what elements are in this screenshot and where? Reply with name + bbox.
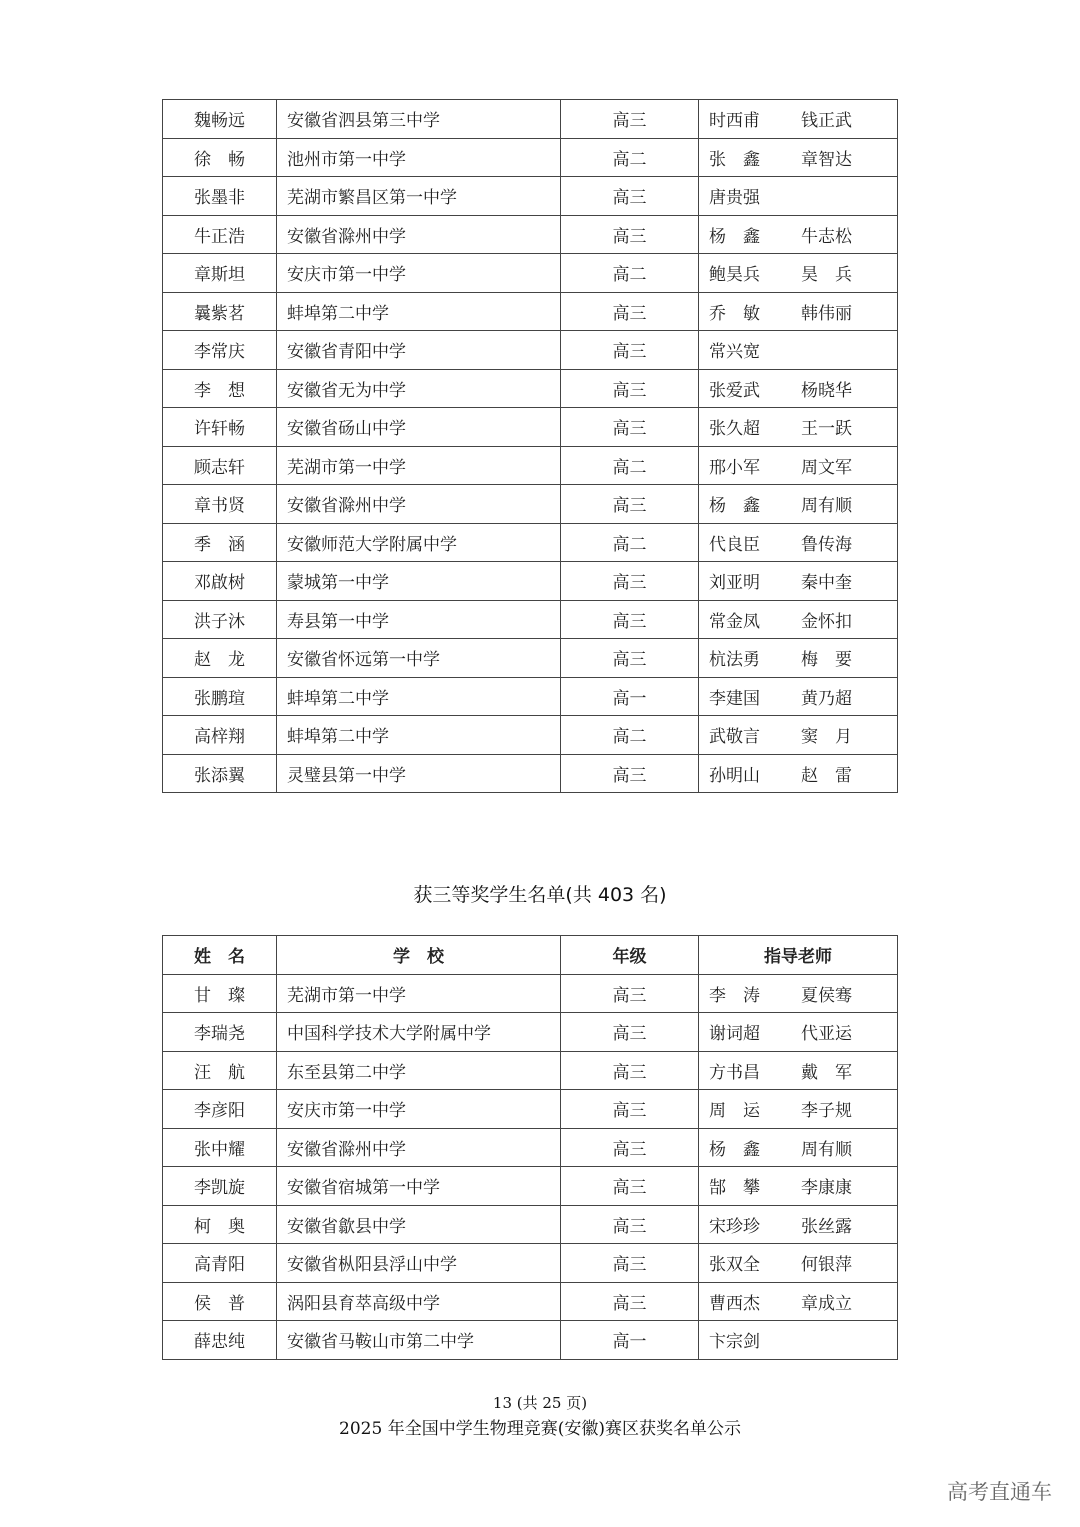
- teacher-2: 赵 雷: [801, 765, 852, 786]
- school-name: 安徽省滁州中学: [277, 1128, 561, 1167]
- teacher-2: 金怀扣: [801, 611, 852, 632]
- teacher-1: 武敬言: [709, 727, 760, 748]
- school-name: 安徽省马鞍山市第二中学: [277, 1321, 561, 1360]
- school-name: 安庆市第一中学: [277, 254, 561, 293]
- grade: 高三: [561, 1282, 699, 1321]
- table-row: [163, 1167, 898, 1206]
- table-row: [163, 1090, 898, 1129]
- student-name: 李常庆: [163, 331, 277, 370]
- teacher-1: 乔 敏: [709, 303, 760, 324]
- teachers: [699, 562, 898, 601]
- table-row: [163, 1128, 898, 1167]
- student-name: 邓啟树: [163, 562, 277, 601]
- grade: 高三: [561, 1205, 699, 1244]
- teacher-1: 张久超: [709, 419, 760, 440]
- teachers: [699, 138, 898, 177]
- grade: 高三: [561, 639, 699, 678]
- teachers: [699, 600, 898, 639]
- school-name: 安徽省滁州中学: [277, 485, 561, 524]
- school-name: 蚌埠第二中学: [277, 292, 561, 331]
- grade: 高三: [561, 754, 699, 793]
- teacher-1: 杭法勇: [709, 650, 760, 671]
- header-teachers: 指导老师: [699, 936, 898, 975]
- teacher-2: 戴 军: [801, 1062, 852, 1083]
- teacher-2: 秦中奎: [801, 573, 852, 594]
- school-name: 东至县第二中学: [277, 1051, 561, 1090]
- teacher-2: 窦 月: [801, 727, 852, 748]
- table-row: [163, 292, 898, 331]
- student-name: 赵 龙: [163, 639, 277, 678]
- table-row: [163, 408, 898, 447]
- table-row: [163, 100, 898, 139]
- watermark: 高考直通车: [947, 1480, 1052, 1504]
- school-name: 安徽省怀远第一中学: [277, 639, 561, 678]
- teacher-2: 张丝露: [801, 1216, 852, 1237]
- teachers: [699, 639, 898, 678]
- grade: 高三: [561, 1090, 699, 1129]
- student-name: 曩紫茗: [163, 292, 277, 331]
- teachers: [699, 1013, 898, 1052]
- teacher-2: 杨晓华: [801, 380, 852, 401]
- teacher-1: 常金凤: [709, 611, 760, 632]
- teachers: [699, 331, 898, 370]
- teacher-1: 常兴宽: [709, 342, 760, 363]
- teachers: [699, 292, 898, 331]
- teachers: [699, 485, 898, 524]
- grade: 高一: [561, 677, 699, 716]
- grade: 高三: [561, 331, 699, 370]
- table-row: [163, 331, 898, 370]
- teachers: [699, 1051, 898, 1090]
- teacher-1: 李 涛: [709, 985, 760, 1006]
- grade: 高二: [561, 138, 699, 177]
- grade: 高三: [561, 1128, 699, 1167]
- teachers: [699, 1090, 898, 1129]
- school-name: 中国科学技术大学附属中学: [277, 1013, 561, 1052]
- teachers: [699, 677, 898, 716]
- teacher-2: 章智达: [801, 149, 852, 170]
- document-footer-title: 2025 年全国中学生物理竞赛(安徽)赛区获奖名单公示: [339, 1419, 741, 1439]
- teacher-2: 鲁传海: [801, 534, 852, 555]
- student-name: 魏畅远: [163, 100, 277, 139]
- teacher-1: 孙明山: [709, 765, 760, 786]
- table-row: [163, 1321, 898, 1360]
- third-prize-table: [162, 935, 898, 1360]
- student-name: 张添翼: [163, 754, 277, 793]
- grade: 高三: [561, 974, 699, 1013]
- teacher-1: 代良臣: [709, 534, 760, 555]
- table-row: [163, 369, 898, 408]
- table-row: [163, 1282, 898, 1321]
- school-name: 安庆市第一中学: [277, 1090, 561, 1129]
- student-name: 薛忠纯: [163, 1321, 277, 1360]
- grade: 高一: [561, 1321, 699, 1360]
- student-name: 顾志轩: [163, 446, 277, 485]
- grade: 高三: [561, 408, 699, 447]
- table-row: [163, 639, 898, 678]
- teachers: [699, 254, 898, 293]
- grade: 高三: [561, 485, 699, 524]
- student-name: 张鹏瑄: [163, 677, 277, 716]
- third-prize-section-title: 获三等奖学生名单(共 403 名): [413, 884, 667, 906]
- teacher-1: 张 鑫: [709, 149, 760, 170]
- grade: 高三: [561, 1244, 699, 1283]
- student-name: 张中耀: [163, 1128, 277, 1167]
- table-row: [163, 523, 898, 562]
- teacher-2: 王一跃: [801, 419, 852, 440]
- teacher-1: 鲍昊兵: [709, 265, 760, 286]
- teacher-1: 周 运: [709, 1101, 760, 1122]
- teacher-1: 唐贵强: [709, 188, 760, 209]
- grade: 高三: [561, 562, 699, 601]
- grade: 高三: [561, 100, 699, 139]
- teacher-1: 杨 鑫: [709, 496, 760, 517]
- student-name: 侯 普: [163, 1282, 277, 1321]
- student-name: 牛正浩: [163, 215, 277, 254]
- teachers: [699, 408, 898, 447]
- table-row: [163, 446, 898, 485]
- school-name: 安徽省青阳中学: [277, 331, 561, 370]
- header-grade: 年级: [561, 936, 699, 975]
- teacher-1: 张爱武: [709, 380, 760, 401]
- teacher-2: 韩伟丽: [801, 303, 852, 324]
- student-name: 柯 奥: [163, 1205, 277, 1244]
- table-row: [163, 1013, 898, 1052]
- grade: 高二: [561, 254, 699, 293]
- school-name: 安徽省歙县中学: [277, 1205, 561, 1244]
- table-header-row: [163, 936, 898, 975]
- teacher-2: 牛志松: [801, 226, 852, 247]
- student-name: 李彦阳: [163, 1090, 277, 1129]
- student-name: 季 涵: [163, 523, 277, 562]
- grade: 高三: [561, 177, 699, 216]
- student-name: 章斯坦: [163, 254, 277, 293]
- table-row: [163, 562, 898, 601]
- teachers: [699, 523, 898, 562]
- school-name: 池州市第一中学: [277, 138, 561, 177]
- teacher-1: 曹西杰: [709, 1293, 760, 1314]
- header-school: 学 校: [277, 936, 561, 975]
- school-name: 寿县第一中学: [277, 600, 561, 639]
- teachers: [699, 446, 898, 485]
- page-number: 13 (共 25 页): [492, 1394, 588, 1412]
- table-row: [163, 1244, 898, 1283]
- student-name: 章书贤: [163, 485, 277, 524]
- teachers: [699, 177, 898, 216]
- teacher-1: 谢词超: [709, 1024, 760, 1045]
- school-name: 芜湖市繁昌区第一中学: [277, 177, 561, 216]
- grade: 高三: [561, 369, 699, 408]
- teacher-2: 章成立: [801, 1293, 852, 1314]
- school-name: 芜湖市第一中学: [277, 446, 561, 485]
- grade: 高三: [561, 1051, 699, 1090]
- school-name: 安徽省砀山中学: [277, 408, 561, 447]
- teacher-2: 昊 兵: [801, 265, 852, 286]
- teacher-1: 时西甫: [709, 111, 760, 132]
- student-name: 洪子沐: [163, 600, 277, 639]
- table-row: [163, 138, 898, 177]
- teacher-1: 刘亚明: [709, 573, 760, 594]
- student-name: 汪 航: [163, 1051, 277, 1090]
- school-name: 芜湖市第一中学: [277, 974, 561, 1013]
- teacher-2: 钱正武: [801, 111, 852, 132]
- teachers: [699, 716, 898, 755]
- teacher-2: 何银萍: [801, 1255, 852, 1276]
- grade: 高二: [561, 716, 699, 755]
- school-name: 安徽省宿城第一中学: [277, 1167, 561, 1206]
- teacher-1: 张双全: [709, 1255, 760, 1276]
- school-name: 蒙城第一中学: [277, 562, 561, 601]
- teacher-2: 周文军: [801, 457, 852, 478]
- table-row: [163, 215, 898, 254]
- teacher-2: 周有顺: [801, 496, 852, 517]
- teacher-1: 邢小军: [709, 457, 760, 478]
- school-name: 灵璧县第一中学: [277, 754, 561, 793]
- school-name: 安徽省无为中学: [277, 369, 561, 408]
- grade: 高三: [561, 215, 699, 254]
- teacher-1: 郜 攀: [709, 1178, 760, 1199]
- school-name: 安徽省枞阳县浮山中学: [277, 1244, 561, 1283]
- student-name: 高梓翔: [163, 716, 277, 755]
- table-row: [163, 677, 898, 716]
- student-name: 李 想: [163, 369, 277, 408]
- grade: 高三: [561, 1013, 699, 1052]
- grade: 高二: [561, 523, 699, 562]
- school-name: 蚌埠第二中学: [277, 677, 561, 716]
- grade: 高二: [561, 446, 699, 485]
- student-name: 徐 畅: [163, 138, 277, 177]
- table-row: [163, 177, 898, 216]
- school-name: 涡阳县育萃高级中学: [277, 1282, 561, 1321]
- table-row: [163, 974, 898, 1013]
- teacher-2: 李子规: [801, 1101, 852, 1122]
- teachers: [699, 215, 898, 254]
- school-name: 蚌埠第二中学: [277, 716, 561, 755]
- teachers: [699, 1282, 898, 1321]
- student-name: 甘 璨: [163, 974, 277, 1013]
- teacher-2: 周有顺: [801, 1139, 852, 1160]
- student-name: 张墨非: [163, 177, 277, 216]
- table-row: [163, 754, 898, 793]
- teachers: [699, 974, 898, 1013]
- header-name: 姓 名: [163, 936, 277, 975]
- teacher-1: 李建国: [709, 688, 760, 709]
- school-name: 安徽省滁州中学: [277, 215, 561, 254]
- teacher-1: 杨 鑫: [709, 1139, 760, 1160]
- grade: 高三: [561, 1167, 699, 1206]
- second-prize-table-continued: [162, 99, 898, 793]
- table-row: [163, 254, 898, 293]
- teachers: [699, 1321, 898, 1360]
- table-row: [163, 1051, 898, 1090]
- grade: 高三: [561, 600, 699, 639]
- teacher-2: 黄乃超: [801, 688, 852, 709]
- teacher-2: 李康康: [801, 1178, 852, 1199]
- teachers: [699, 369, 898, 408]
- teachers: [699, 754, 898, 793]
- student-name: 李凯旋: [163, 1167, 277, 1206]
- teacher-1: 卞宗剑: [709, 1332, 760, 1353]
- table-row: [163, 1205, 898, 1244]
- teachers: [699, 100, 898, 139]
- table-row: [163, 716, 898, 755]
- teachers: [699, 1128, 898, 1167]
- teacher-2: 代亚运: [801, 1024, 852, 1045]
- teachers: [699, 1167, 898, 1206]
- student-name: 李瑞尧: [163, 1013, 277, 1052]
- teacher-1: 方书昌: [709, 1062, 760, 1083]
- student-name: 许轩畅: [163, 408, 277, 447]
- teacher-2: 梅 要: [801, 650, 852, 671]
- teacher-1: 杨 鑫: [709, 226, 760, 247]
- teachers: [699, 1244, 898, 1283]
- grade: 高三: [561, 292, 699, 331]
- table-row: [163, 485, 898, 524]
- table-row: [163, 600, 898, 639]
- teacher-2: 夏侯骞: [801, 985, 852, 1006]
- teacher-1: 宋珍珍: [709, 1216, 760, 1237]
- student-name: 高青阳: [163, 1244, 277, 1283]
- teachers: [699, 1205, 898, 1244]
- school-name: 安徽师范大学附属中学: [277, 523, 561, 562]
- school-name: 安徽省泗县第三中学: [277, 100, 561, 139]
